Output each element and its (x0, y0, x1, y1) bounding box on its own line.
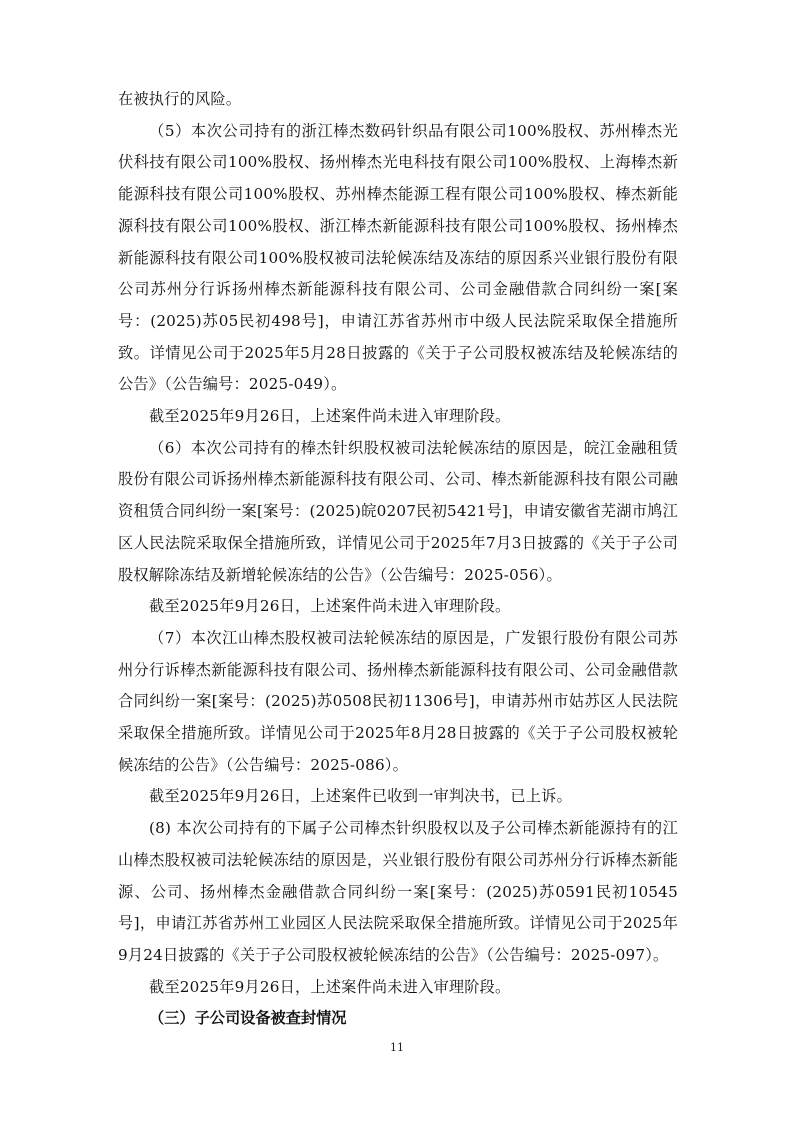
section-heading: （三）子公司设备被查封情况 (149, 1009, 347, 1028)
document-body (118, 84, 678, 1035)
paragraph-item-5: （5）本次公司持有的浙江棒杰数码针织品有限公司100%股权、苏州棒杰光伏科技有限公司100%股权、扬州棒杰光电科技有限公司100%股权、上海棒杰新能源科技有限公司100%股权、苏州棒杰能源工程有限公司100%股权、棒杰新能源科技有限公司100%股权、浙江棒杰新能源科技有限公司100%股权、扬州棒杰新能源科技有限公司100%股权被司法轮候冻结及冻结的原因系兴业银行股份有限公司苏州分行诉扬州棒杰新能源科技有限公司、公司金融借款合同纠纷一案[案号：(2025)苏05民初498号]，申请江苏省苏州市中级人民法院采取保全措施所致。详情见公司于2025年5月28日披露的《关于子公司股权被冻结及轮候冻结的公告》（公告编号：2025-049）。 (118, 121, 678, 394)
paragraph-status-6: 截至2025年9月26日，上述案件尚未进入审理阶段。 (149, 597, 511, 616)
page-number: 11 (390, 1041, 404, 1054)
paragraph-status-7: 截至2025年9月26日，上述案件已收到一审判决书，已上诉。 (149, 787, 572, 806)
paragraph-continuation: 在被执行的风险。 (118, 90, 242, 108)
paragraph-item-8: (8) 本次公司持有的下属子公司棒杰针织股权以及子公司棒杰新能源持有的江山棒杰股权被司法轮候冻结的原因是，兴业银行股份有限公司苏州分行诉棒杰新能源、公司、扬州棒杰金融借款合同纠纷一案[案号：(2025)苏0591民初10545号]，申请江苏省苏州工业园区人民法院采取保全措施所致。详情见公司于2025年9月24日披露的《关于子公司股权被轮候冻结的公告》（公告编号：2025-097）。 (118, 819, 678, 964)
paragraph-item-6: （6）本次公司持有的棒杰针织股权被司法轮候冻结的原因是，皖江金融租赁股份有限公司诉扬州棒杰新能源科技有限公司、公司、棒杰新能源科技有限公司融资租赁合同纠纷一案[案号：(2025)皖0207民初5421号]，申请安徽省芜湖市鸠江区人民法院采取保全措施所致，详情见公司于2025年7月3日披露的《关于子公司股权解除冻结及新增轮候冻结的公告》（公告编号：2025-056）。 (118, 438, 678, 584)
paragraph-item-7: （7）本次江山棒杰股权被司法轮候冻结的原因是，广发银行股份有限公司苏州分行诉棒杰新能源科技有限公司、扬州棒杰新能源科技有限公司、公司金融借款合同纠纷一案[案号：(2025)苏0508民初11306号]，申请苏州市姑苏区人民法院采取保全措施所致。详情见公司于2025年8月28日披露的《关于子公司股权被轮候冻结的公告》（公告编号：2025-086）。 (118, 628, 678, 774)
paragraph-status-5: 截至2025年9月26日，上述案件尚未进入审理阶段。 (149, 407, 511, 426)
paragraph-status-8: 截至2025年9月26日，上述案件尚未进入审理阶段。 (149, 977, 511, 996)
